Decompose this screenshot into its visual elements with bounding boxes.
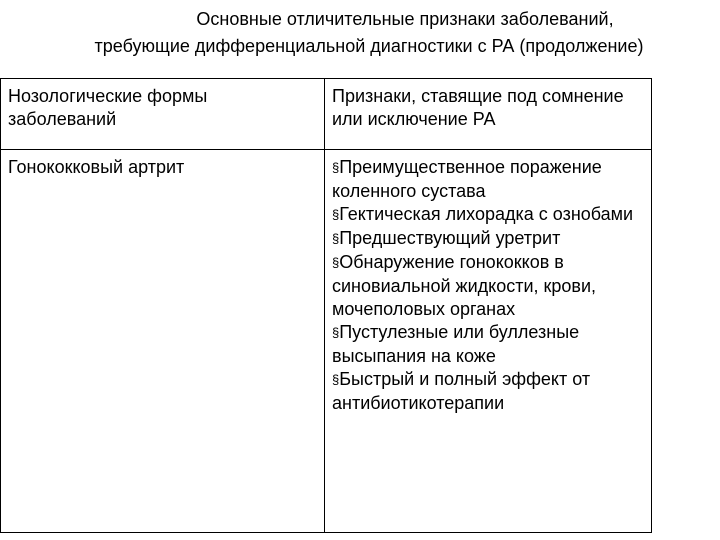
signs-cell bbox=[325, 150, 652, 533]
sign-text: Быстрый и полный эффект от антибиотикотерапии bbox=[332, 369, 591, 413]
sign-item bbox=[332, 321, 645, 368]
sign-item bbox=[332, 368, 645, 415]
title-line-2: требующие дифференциальной диагностики с РА (продолжение) bbox=[94, 36, 644, 56]
sign-text: Предшествующий уретрит bbox=[339, 228, 561, 248]
table-header-row bbox=[1, 79, 652, 150]
header-cell-nosological-forms: Нозологические формы заболеваний bbox=[1, 79, 325, 150]
sign-item bbox=[332, 203, 645, 227]
differential-diagnosis-table bbox=[0, 78, 652, 533]
sign-item bbox=[332, 251, 645, 321]
sign-text: Обнаружение гонококков в синовиальной жидкости, крови, мочеполовых органах bbox=[332, 252, 597, 319]
bullet-marker: § bbox=[332, 231, 340, 246]
bullet-marker: § bbox=[332, 255, 340, 270]
disease-cell: Гонококковый артрит bbox=[1, 150, 325, 533]
table-row bbox=[1, 150, 652, 533]
sign-text: Гектическая лихорадка с ознобами bbox=[339, 204, 634, 224]
header-cell-signs: Признаки, ставящие под сомнение или исключение РА bbox=[325, 79, 652, 150]
slide-title bbox=[0, 6, 720, 60]
title-line-1: Основные отличительные признаки заболеваний, bbox=[196, 9, 614, 29]
sign-item bbox=[332, 156, 645, 203]
bullet-marker: § bbox=[332, 372, 340, 387]
sign-text: Преимущественное поражение коленного сустава bbox=[332, 157, 602, 201]
sign-item bbox=[332, 227, 645, 251]
bullet-marker: § bbox=[332, 325, 340, 340]
sign-text: Пустулезные или буллезные высыпания на коже bbox=[332, 322, 580, 366]
bullet-marker: § bbox=[332, 160, 340, 175]
bullet-marker: § bbox=[332, 207, 340, 222]
